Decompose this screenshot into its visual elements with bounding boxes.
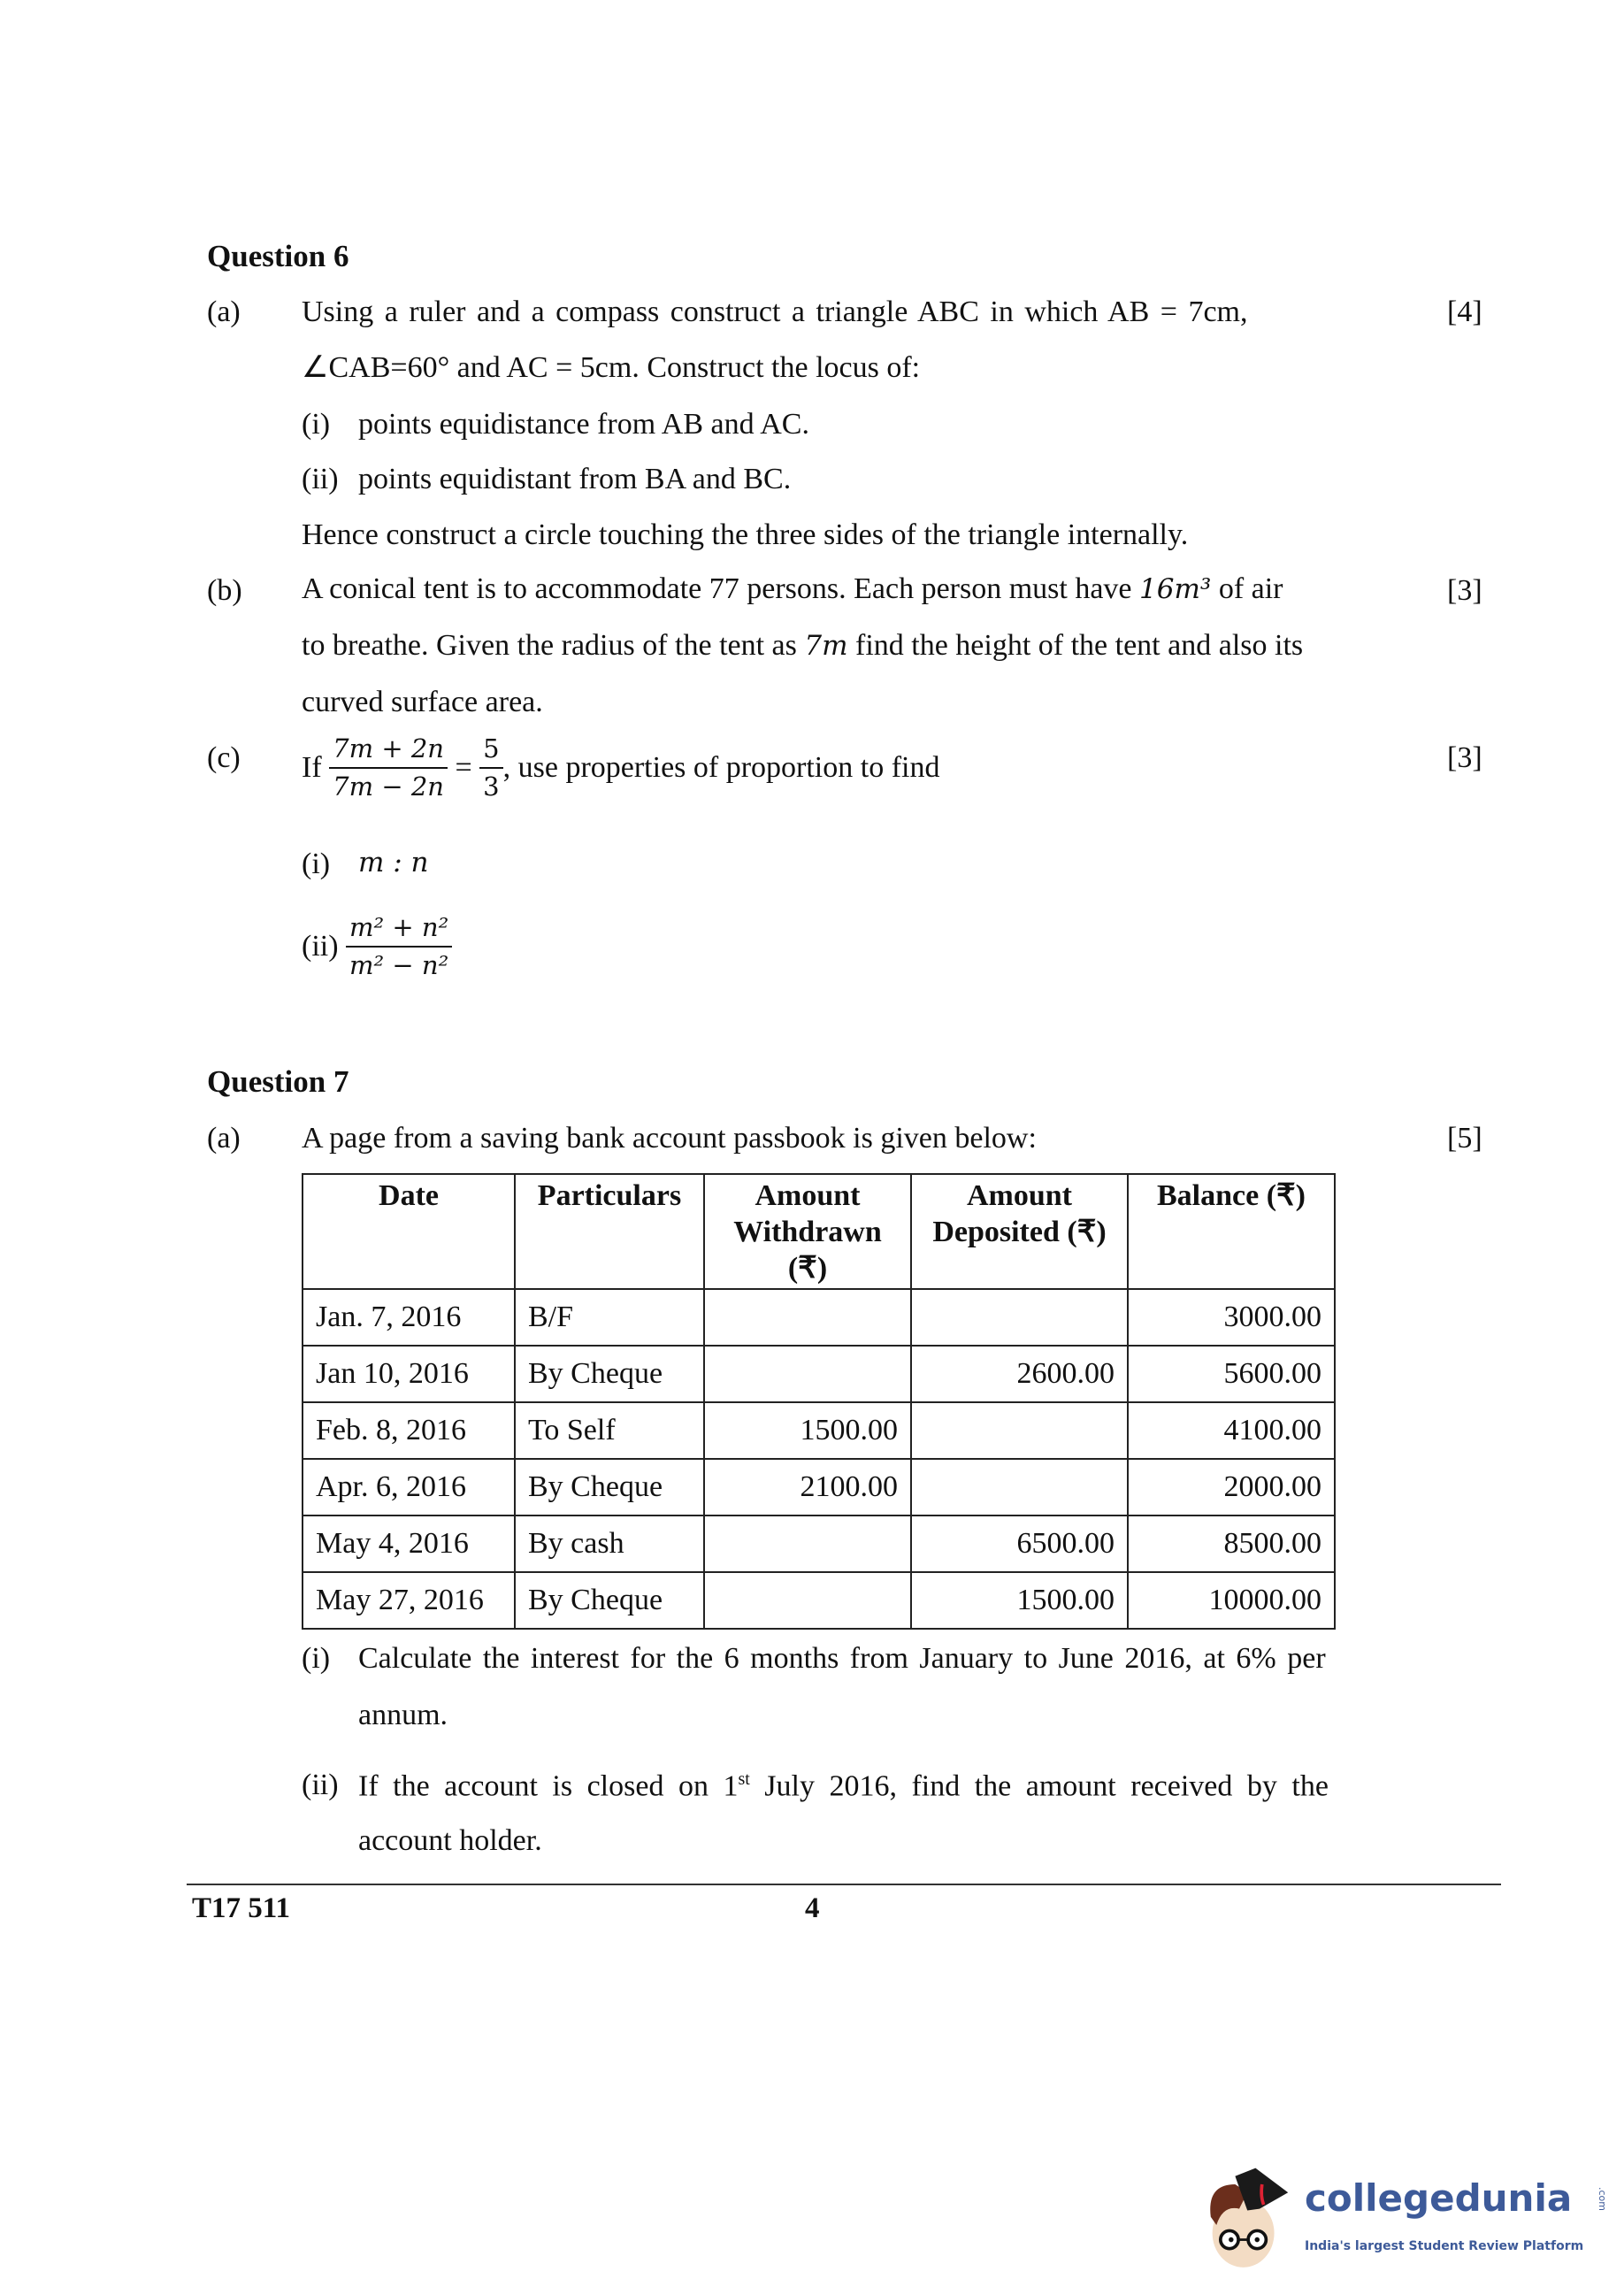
q6c-i-label: (i) bbox=[302, 848, 331, 880]
table-cell: 2100.00 bbox=[704, 1459, 911, 1515]
student-mascot-icon bbox=[1199, 2155, 1300, 2275]
denominator: 3 bbox=[483, 771, 500, 802]
passbook-table bbox=[302, 1173, 1336, 1630]
text: If the account is closed on 1 bbox=[358, 1769, 739, 1803]
q7a-ii-line2: account holder. bbox=[358, 1824, 542, 1857]
col-deposited: Amount Deposited (₹) bbox=[911, 1174, 1128, 1289]
text: , use properties of proportion to find bbox=[502, 751, 940, 784]
table-cell bbox=[704, 1572, 911, 1629]
q6b-line3: curved surface area. bbox=[302, 686, 543, 718]
table-row bbox=[303, 1459, 1335, 1515]
table-row bbox=[303, 1572, 1335, 1629]
q6a-line1: Using a ruler and a compass construct a triangle ABC in which AB = 7cm, bbox=[302, 295, 1248, 328]
table-cell: 5600.00 bbox=[1128, 1346, 1335, 1402]
question-6-title: Question 6 bbox=[207, 239, 349, 273]
table-cell: Jan 10, 2016 bbox=[303, 1346, 515, 1402]
collegedunia-logo bbox=[1199, 2155, 1623, 2275]
denominator: 7m − 2n bbox=[333, 771, 444, 802]
q6b-line1 bbox=[302, 574, 1283, 604]
fraction bbox=[329, 733, 448, 802]
table-cell: By Cheque bbox=[515, 1346, 704, 1402]
q6b-marks: [3] bbox=[1447, 574, 1482, 607]
fraction bbox=[479, 733, 502, 802]
table-cell: 3000.00 bbox=[1128, 1289, 1335, 1346]
q7a-ii-line1 bbox=[358, 1770, 1329, 1801]
numerator: m² + n² bbox=[346, 915, 452, 948]
table-cell: To Self bbox=[515, 1402, 704, 1459]
math: 16m³ bbox=[1139, 573, 1212, 605]
table-cell: Feb. 8, 2016 bbox=[303, 1402, 515, 1459]
q6c-ii bbox=[302, 912, 452, 980]
footer-code: T17 511 bbox=[192, 1892, 290, 1924]
fraction bbox=[346, 912, 452, 980]
q7a-marks: [5] bbox=[1447, 1122, 1482, 1155]
col-balance: Balance (₹) bbox=[1128, 1174, 1335, 1289]
equals: = bbox=[455, 751, 472, 784]
table-header-row bbox=[303, 1174, 1335, 1289]
denominator: m² − n² bbox=[349, 950, 449, 980]
table-cell: 6500.00 bbox=[911, 1515, 1128, 1572]
table-cell bbox=[704, 1346, 911, 1402]
q6c-marks: [3] bbox=[1447, 741, 1482, 774]
table-cell: 4100.00 bbox=[1128, 1402, 1335, 1459]
math: 7m bbox=[804, 630, 848, 662]
math: m : n bbox=[358, 847, 429, 879]
table-cell: Apr. 6, 2016 bbox=[303, 1459, 515, 1515]
table-cell: 8500.00 bbox=[1128, 1515, 1335, 1572]
q7a-label: (a) bbox=[207, 1122, 241, 1155]
q6a-i-label: (i) bbox=[302, 408, 331, 441]
page-number: 4 bbox=[805, 1892, 820, 1924]
q6c-label: (c) bbox=[207, 741, 241, 774]
q7a-i-label: (i) bbox=[302, 1642, 331, 1675]
text: to breathe. Given the radius of the tent as bbox=[302, 629, 805, 662]
text: July 2016, find the amount received by the bbox=[749, 1769, 1329, 1803]
numerator: 7m + 2n bbox=[329, 736, 448, 769]
table-cell: By Cheque bbox=[515, 1572, 704, 1629]
footer-divider bbox=[187, 1884, 1501, 1885]
q6a-marks: [4] bbox=[1447, 295, 1482, 328]
q6a-ii-text: points equidistant from BA and BC. bbox=[358, 463, 792, 495]
table-cell: May 27, 2016 bbox=[303, 1572, 515, 1629]
q6a-line2: ∠CAB=60° and AC = 5cm. Construct the locus of: bbox=[302, 351, 921, 384]
table-cell bbox=[911, 1402, 1128, 1459]
logo-tagline: India's largest Student Review Platform bbox=[1305, 2239, 1584, 2253]
col-date: Date bbox=[303, 1174, 515, 1289]
text: of air bbox=[1211, 572, 1283, 605]
table-cell bbox=[704, 1289, 911, 1346]
logo-com: .com bbox=[1597, 2187, 1608, 2211]
table-cell: 1500.00 bbox=[911, 1572, 1128, 1629]
q6a-ii-label: (ii) bbox=[302, 463, 339, 495]
numerator: 5 bbox=[479, 736, 502, 769]
q7a-ii-label: (ii) bbox=[302, 1769, 339, 1801]
text: find the height of the tent and also its bbox=[847, 629, 1304, 662]
text: If bbox=[302, 751, 322, 784]
q7a-intro: A page from a saving bank account passbook is given below: bbox=[302, 1122, 1037, 1155]
table-cell: By Cheque bbox=[515, 1459, 704, 1515]
table-row bbox=[303, 1289, 1335, 1346]
q6a-label: (a) bbox=[207, 295, 241, 328]
q6c-equation bbox=[302, 733, 940, 802]
q7a-i-line2: annum. bbox=[358, 1699, 448, 1731]
table-cell: B/F bbox=[515, 1289, 704, 1346]
table-cell bbox=[911, 1289, 1128, 1346]
table-row bbox=[303, 1402, 1335, 1459]
label: (ii) bbox=[302, 930, 339, 963]
q6a-i-text: points equidistance from AB and AC. bbox=[358, 408, 809, 441]
q6b-label: (b) bbox=[207, 574, 242, 607]
question-7-title: Question 7 bbox=[207, 1064, 349, 1099]
table-cell: 2000.00 bbox=[1128, 1459, 1335, 1515]
text: A conical tent is to accommodate 77 persons. Each person must have bbox=[302, 572, 1140, 605]
logo-brand: collegedunia bbox=[1305, 2176, 1573, 2220]
table-cell: 1500.00 bbox=[704, 1402, 911, 1459]
table-cell: 10000.00 bbox=[1128, 1572, 1335, 1629]
superscript: st bbox=[738, 1769, 750, 1789]
table-cell: By cash bbox=[515, 1515, 704, 1572]
col-particulars: Particulars bbox=[515, 1174, 704, 1289]
q7a-i-line1: Calculate the interest for the 6 months from January to June 2016, at 6% per bbox=[358, 1642, 1326, 1675]
table-cell bbox=[704, 1515, 911, 1572]
table-row bbox=[303, 1346, 1335, 1402]
table-cell bbox=[911, 1459, 1128, 1515]
table-row bbox=[303, 1515, 1335, 1572]
q6b-line2 bbox=[302, 631, 1303, 661]
q6c-i-math bbox=[358, 848, 429, 878]
q6a-line3: Hence construct a circle touching the three sides of the triangle internally. bbox=[302, 518, 1189, 551]
table-cell: May 4, 2016 bbox=[303, 1515, 515, 1572]
table-cell: 2600.00 bbox=[911, 1346, 1128, 1402]
col-withdrawn: Amount Withdrawn (₹) bbox=[704, 1174, 911, 1289]
table-cell: Jan. 7, 2016 bbox=[303, 1289, 515, 1346]
